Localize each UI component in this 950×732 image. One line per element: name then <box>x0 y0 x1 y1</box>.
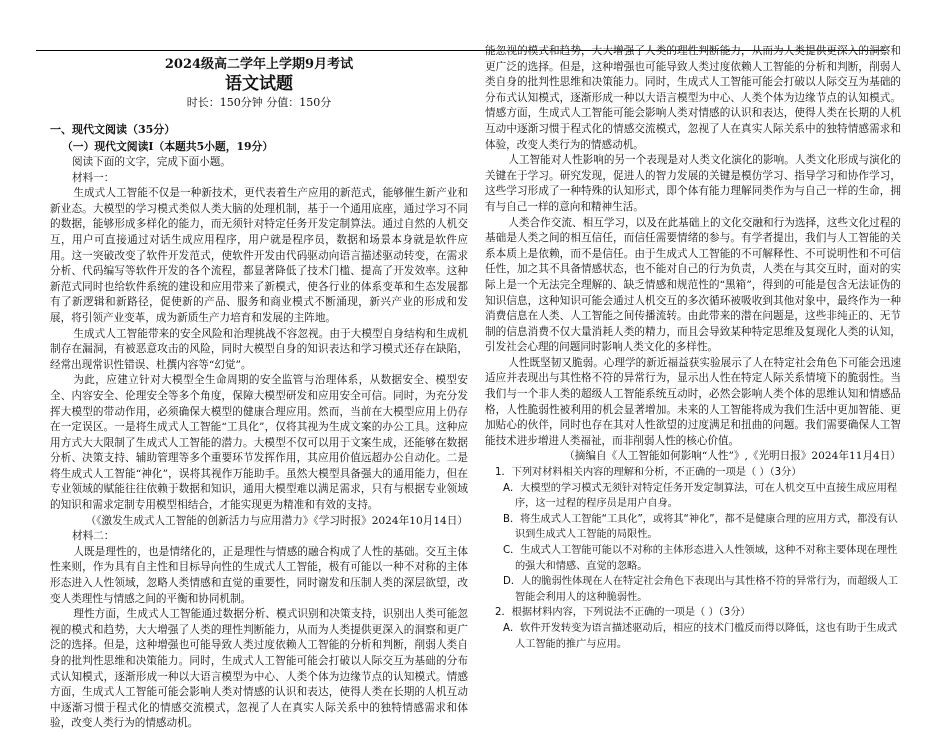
question-2-option-a: A．软件开发转变为语言描述驱动后，相应的技术门槛反而得以降低，这也有助于生成式人工智能的推广与应用。 <box>503 622 898 650</box>
subsection-heading: （一）现代文阅读Ⅰ（本题共5小题，19分） <box>62 140 274 153</box>
material-1-source: （《激发生成式人工智能的创新活力与应用潜力》《学习时报》2024年10月14日） <box>85 514 468 527</box>
material-2-source: （摘编自《人工智能如何影响“人性”》,《光明日报》2024年11月4日） <box>564 450 901 463</box>
exam-meta: 时长：150分钟 分值：150分 <box>186 96 332 109</box>
question-1-option-b: B．将生成式人工智能“工具化”，或将其“神化”，都不是健康合理的应用方式，都没有认识到生成式人工智能的局限性。 <box>503 513 898 541</box>
left-column <box>50 44 468 730</box>
material-2-paragraph: 人性既坚韧又脆弱。心理学的新近福益获实验展示了人在特定社会角色下可能会迅速适应并表现出与其性格不符的异常行为，显示出人性在特定人际关系情境下的脆弱性。当我们与一个非人类的超级人工智能系统互动时，必然会影响人类个体的思维认知和情感品格，人性脆弱性被利用的机会显著增加。未来的人工智能将成为我们生活中更加智能、更加贴心的伙伴，同时也存在其对人性欲望的过度满足和扭曲的问题。我们需要确保人工智能技术进步增进人类福祉，而非削弱人性的核心价值。 <box>485 356 901 447</box>
material-1-label: 材料一： <box>72 171 115 184</box>
material-2-paragraph-continued: 能忽视的模式和趋势，大大增强了人类的理性判断能力，从而为人类提供更深入的洞察和更广泛的选择。但是，这种增强也可能导致人类过度依赖人工智能的分析和判断，削弱人类自身的批判性思维和决策能力。同时，生成式人工智能可能会打破以人际交互为基础的分布式认知模式，逐渐形成一种以大语言模型为中心、人类个体为边缘节点的认知模式。情感方面，生成式人工智能可能会影响人类对情感的认识和表达，使得人类在长期的人机互动中逐渐习惯于程式化的情感交流模式，忽视了人在真实人际关系中的独特情感需求和体验，改变人类行为的情感动机。 <box>485 45 901 151</box>
question-2: 2．根据材料内容，下列说法不正确的一项是（ ）（3分） <box>495 607 751 619</box>
instruction: 阅读下面的文字，完成下面小题。 <box>72 156 231 168</box>
question-1-option-a: A．大模型的学习模式无须针对特定任务开发定制算法，可在人机交互中直接生成应用程序，这一过程的程序员是用户自身。 <box>503 482 898 510</box>
material-2-paragraph: 人工智能对人性影响的另一个表现是对人类文化演化的影响。人类文化形成与演化的关键在于学习。研究发现，促进人的智力发展的关键是模仿学习、指导学习和协作学习，这些学习形成了一种特殊的认知形式，即个体有能力理解同类作为与自己一样的生命，拥有与自己一样的意向和精神生活。 <box>485 154 901 213</box>
material-1-paragraph: 生成式人工智能不仅是一种新技术，更代表着生产应用的新范式，能够催生新产业和新业态。大模型的学习模式类似人类大脑的处理机制，基于一个通用底座，通过学习不同的数据，能够形成多样化的能力，而无须针对特定任务开发定制算法。通过自然的人机交互，用户可直接通过对话生成应用程序，用户就是程序员，数据和场景本身就是软件应用。这一突破改变了软件开发范式，使软件开发由代码驱动向语言描述驱动转变，在需求分析、代码编写等软件开发的各个流程，都显著降低了技术门槛、提高了开发效率。这种新范式同时也给软件系统的建设和应用带来了新模式，使各行业的体系变革和生态发展都有了新逻辑和新路径，促使新的产品、服务和商业模式不断涌现，新兴产业的形成和发展，将引领产业变革，成为新质生产力培育和发展的主阵地。 <box>50 187 468 324</box>
question-1: 1．下列对材料相关内容的理解和分析，不正确的一项是（ ）（3分） <box>495 467 802 479</box>
section-heading: 一、现代文阅读（35分） <box>50 123 176 136</box>
exam-subject: 语文试题 <box>225 74 293 94</box>
material-2-label: 材料二： <box>72 530 115 543</box>
material-2-paragraph: 人既是理性的，也是情绪化的，正是理性与情感的融合构成了人性的基础。交互主体性来则，作为具有自主性和目标导向性的生成式人工智能，极有可能以一种不对称的主体形态进入人性领域，忽略人类情感和直觉的重要性，同时谢发和压制人类的深层欲望，改变人类理性与情感之间的平衡和协同机制。 <box>50 545 468 605</box>
material-2-paragraph: 人类合作交流、相互学习，以及在此基础上的文化交融和行为选择，这些文化过程的基础是人类之间的相互信任，而信任需要情绪的参与。有学者提出，我们与人工智能的关系本质上是依赖，而不是信任。由于生成式人工智能的不可解释性、不可说明性和不可信任性，加之其不具备情感状态，也不能对自己的行为负责，人类在与其交互时，面对的实际上是一个无法完全理解的、缺乏情感和规范性的“黑箱”，得到的可能是包含无法证伪的知识信息，这种知识可能会通过人机交互的多次循环被吸收到其他对象中，最终作为一种消费信息在人类、人工智能之间传播流转。由此带来的潜在问题是，这些非纯正的、无节制的信息消费不仅大量消耗人类的精力，而且会导致某种特定思维及复现化人类的认知，引发社会心理的问题同时影响人类文化的多样性。 <box>485 216 901 354</box>
material-1-paragraph: 为此，应建立针对大模型全生命周期的安全监管与治理体系，从数据安全、模型安全、内容安全、伦理安全等多个角度，保障大模型研发和应用安全可信。同时，为充分发挥大模型的带动作用，必须确保大模型的健康合理应用。然而，当前在大模型应用上仍存在一定误区。一是将生成式人工智能“工具化”，仅将其视为生成文案的办公工具。这种应用方式大大限制了生成式人工智能的潜力。大模型不仅可以用于文案生成，还能够在数据分析、决策支持、辅助管理等多个重要环节发挥作用，其应用价值远超办公自动化。二是将生成式人工智能“神化”，误将其视作万能助手。虽然大模型具备强大的通用能力，但在专业领域的赋能往往依赖于数据和知识，通用大模型难以满足需求，只有与根据专业领域的知识和需求定制专用模型相结合，才能实现更为精准和有效的支持。 <box>50 374 468 512</box>
question-1-option-d: D．人的脆弱性体现在人在特定社会角色下表现出与其性格不符的异常行为，而超级人工智能会利用人的这种脆弱性。 <box>503 576 898 603</box>
question-1-option-c: C．生成式人工智能可能以不对称的主体形态进入人性领域，这种不对称主要体现在理性的强大和情感、直觉的忽略。 <box>503 545 898 572</box>
exam-title: 2024级高二学年上学期9月考试 <box>164 57 354 72</box>
material-2-paragraph: 理性方面，生成式人工智能通过数据分析、模式识别和决策支持，识别出人类可能忽视的模式和趋势，大大增强了人类的理性判断能力，从而为人类提供更深入的洞察和更广泛的选择。但是，这种增强也可能导致人类过度依赖人工智能的分析和判断，削弱人类自身的批判性思维和决策能力。同时，生成式人工智能可能会打破以人际交互为基础的分布式认知模式，逐渐形成一种以大语言模型为中心、人类个体为边缘节点的认知模式。情感方面，生成式人工智能可能会影响人类对情感的认识和表达，使得人类在长期的人机互动中逐渐习惯于程式化的情感交流模式，忽视了人在真实人际关系中的独特情感需求和体验，改变人类行为的情感动机。 <box>50 608 468 730</box>
material-1-paragraph: 生成式人工智能带来的安全风险和治理挑战不容忽视。由于大模型自身结构和生成机制存在漏洞，有被恶意攻击的风险，同时大模型自身的知识表达和学习模式还存在缺陷，经常出现常识性错误、杜撰内容等“幻觉”。 <box>50 327 468 371</box>
right-column <box>485 44 901 652</box>
